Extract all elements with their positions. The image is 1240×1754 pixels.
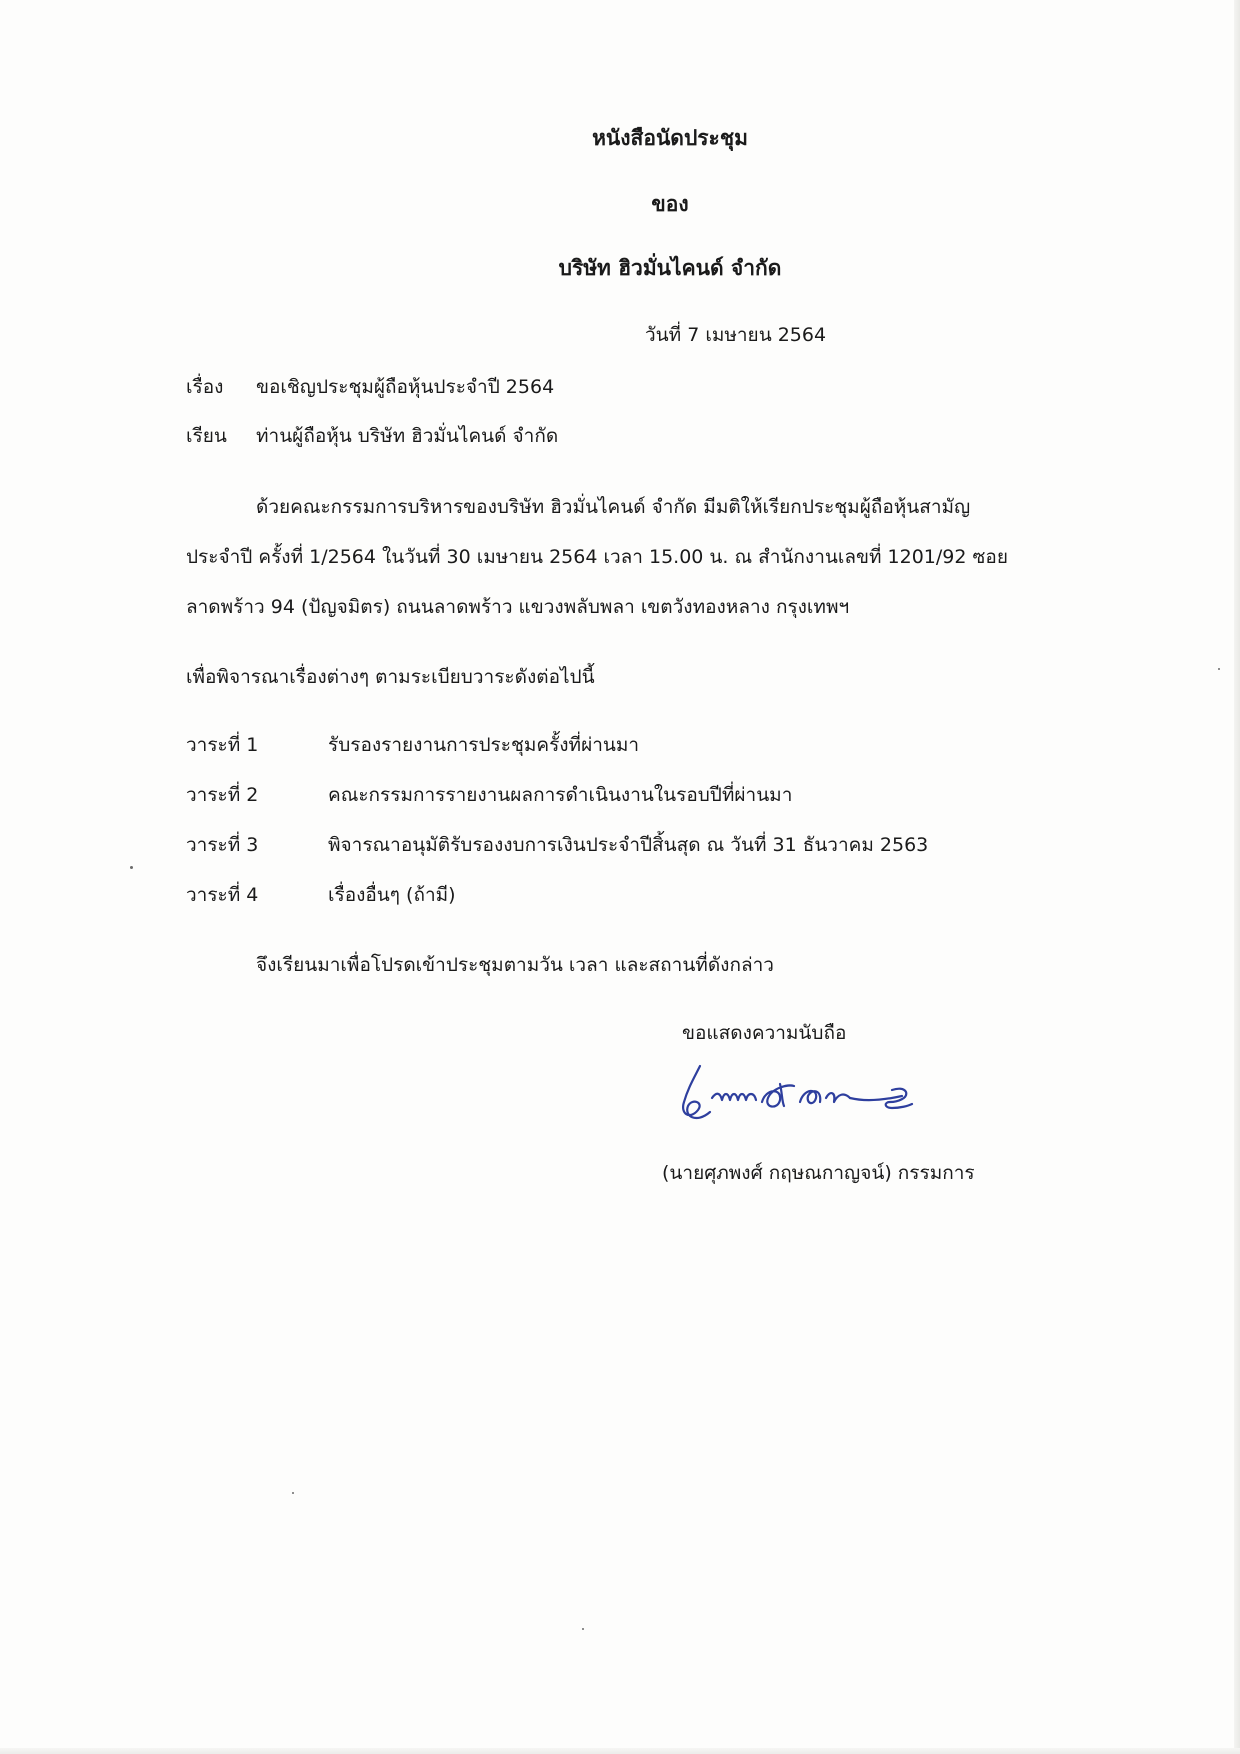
agenda-item-2-text: คณะกรรมการรายงานผลการดำเนินงานในรอบปีที่ผ่านมา [328, 784, 793, 806]
subject-text: ขอเชิญประชุมผู้ถือหุ้นประจำปี 2564 [256, 376, 555, 398]
closing-regards: ขอแสดงความนับถือ [682, 1022, 847, 1044]
recipient-text: ท่านผู้ถือหุ้น บริษัท ฮิวมั่นไคนด์ จำกัด [256, 425, 559, 447]
company-name: บริษัท ฮิวมั่นไคนด์ จำกัด [558, 256, 782, 280]
body-line-2: ประจำปี ครั้งที่ 1/2564 ในวันที่ 30 เมษายน 2564 เวลา 15.00 น. ณ สำนักงานเลขที่ 1201/92 ซอย [186, 546, 1008, 568]
body-line-3: ลาดพร้าว 94 (ปัญจมิตร) ถนนลาดพร้าว แขวงพลับพลา เขตวังทองหลาง กรุงเทพฯ [186, 596, 850, 618]
closing-invite: จึงเรียนมาเพื่อโปรดเข้าประชุมตามวัน เวลา และสถานที่ดังกล่าว [256, 954, 774, 976]
signer-name: (นายศุภพงศ์ กฤษณกาญจน์) กรรมการ [662, 1162, 975, 1184]
agenda-item-1-text: รับรองรายงานการประชุมครั้งที่ผ่านมา [328, 734, 640, 756]
title-of: ของ [651, 192, 689, 216]
agenda-intro: เพื่อพิจารณาเรื่องต่างๆ ตามระเบียบวาระดังต่อไปนี้ [186, 666, 595, 688]
body-line-1: ด้วยคณะกรรมการบริหารของบริษัท ฮิวมั่นไคนด์ จำกัด มีมติให้เรียกประชุมผู้ถือหุ้นสามัญ [256, 496, 971, 518]
scan-speck [292, 1492, 294, 1494]
agenda-item-4-label: วาระที่ 4 [186, 884, 259, 906]
scan-speck [1218, 668, 1220, 670]
agenda-item-3-label: วาระที่ 3 [186, 834, 259, 856]
agenda-item-3-text: พิจารณาอนุมัติรับรองงบการเงินประจำปีสิ้นสุด ณ วันที่ 31 ธันวาคม 2563 [328, 834, 929, 856]
scan-edge-right [1234, 0, 1240, 1754]
recipient-label: เรียน [186, 425, 227, 447]
agenda-item-1-label: วาระที่ 1 [186, 734, 259, 756]
agenda-item-4-text: เรื่องอื่นๆ (ถ้ามี) [328, 884, 456, 906]
document-title: หนังสือนัดประชุม [592, 126, 748, 150]
scan-speck [130, 866, 133, 869]
subject-label: เรื่อง [186, 376, 224, 398]
agenda-item-2-label: วาระที่ 2 [186, 784, 259, 806]
scan-edge-bottom [0, 1748, 1240, 1754]
date-line: วันที่ 7 เมษายน 2564 [645, 324, 827, 346]
scan-speck [582, 1628, 584, 1630]
signature-image [670, 1058, 930, 1148]
